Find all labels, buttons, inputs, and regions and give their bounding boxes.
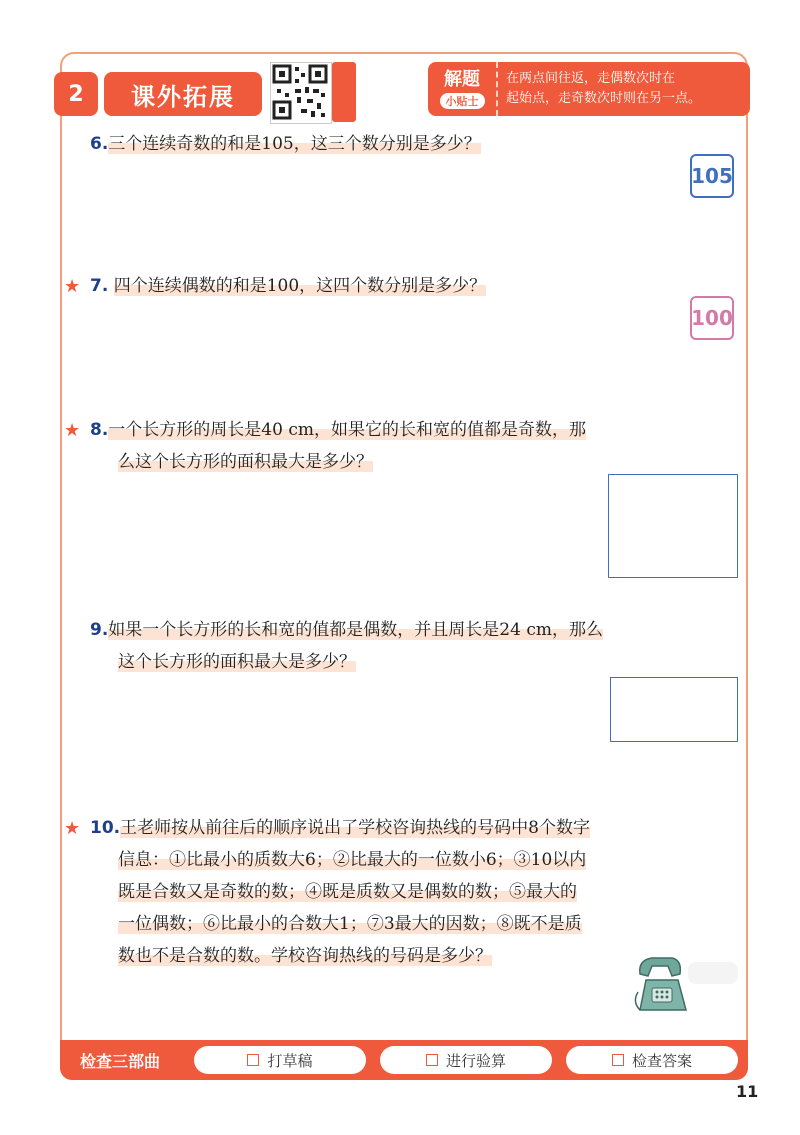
problem-number: 9. [90,620,109,640]
tip-label-top: 解题 [444,68,480,90]
star-icon: ★ [64,276,81,297]
checkbox-icon[interactable] [426,1054,438,1066]
section-number: 2 [54,72,98,116]
qr-side-label [332,62,356,122]
hint-badge-100: 100 [690,296,734,340]
problem-text-line-1: 一个长方形的周长是40 cm，如果它的长和宽的值都是奇数，那 [108,420,586,440]
tip-box [428,62,750,116]
section-title: 课外拓展 [104,72,262,116]
problem-text: 三个连续奇数的和是105，这三个数分别是多少？ [108,134,481,154]
problem-text-line-2: 信息：①比最小的质数大6；②比最大的一位数小6；③10以内 [118,850,587,870]
problem-text-line-1: 如果一个长方形的长和宽的值都是偶数，并且周长是24 cm，那么 [108,620,603,640]
problem-text-line-1: 王老师按从前往后的顺序说出了学校咨询热线的号码中8个数字 [120,818,590,838]
problem-number: 6. [90,134,109,154]
checklist-label: 打草稿 [267,1051,313,1070]
problem-text-line-5: 数也不是合数的数。学校咨询热线的号码是多少？ [118,946,492,966]
answer-box[interactable] [608,474,738,578]
checklist-draft[interactable] [194,1046,366,1074]
star-icon: ★ [64,420,81,441]
footer-title: 检查三部曲 [79,1051,160,1071]
problem-number: 8. [90,420,109,440]
star-icon: ★ [64,818,81,839]
problem-text-line-2: 么这个长方形的面积最大是多少？ [118,452,373,472]
tip-line-1: 在两点间往返，走偶数次时在 [506,71,676,86]
problem-6 [90,128,740,160]
page-number: 11 [736,1082,759,1101]
tip-label-bottom: 小贴士 [440,93,485,109]
checklist-check-answer[interactable] [566,1046,738,1074]
tip-tag [428,62,496,116]
problem-7 [90,270,740,302]
problem-9 [90,614,740,678]
problem-number: 7. [90,276,109,296]
checkbox-icon[interactable] [247,1054,259,1066]
problem-text-line-3: 既是合数又是奇数的数；④既是质数又是偶数的数；⑤最大的 [118,882,577,902]
problem-text-line-2: 这个长方形的面积最大是多少？ [118,652,356,672]
telephone-icon [632,952,742,1016]
problem-8 [90,414,740,478]
checklist-label: 进行验算 [445,1051,506,1070]
checklist-label: 检查答案 [631,1051,692,1070]
problem-10 [90,812,730,972]
problem-text: 四个连续偶数的和是100，这四个数分别是多少？ [113,276,487,296]
problem-text-line-4: 一位偶数；⑥比最小的合数大1；⑦3最大的因数；⑧既不是质 [118,914,582,934]
checklist-verify[interactable] [380,1046,552,1074]
tip-line-2: 起始点，走奇数次时则在另一点。 [506,91,702,106]
problem-number: 10. [90,818,121,838]
checkbox-icon[interactable] [612,1054,624,1066]
qr-code-icon[interactable] [270,62,332,124]
answer-box[interactable] [610,677,738,742]
footer-bar [60,1040,748,1080]
tip-text [496,62,750,116]
hint-badge-105: 105 [690,154,734,198]
